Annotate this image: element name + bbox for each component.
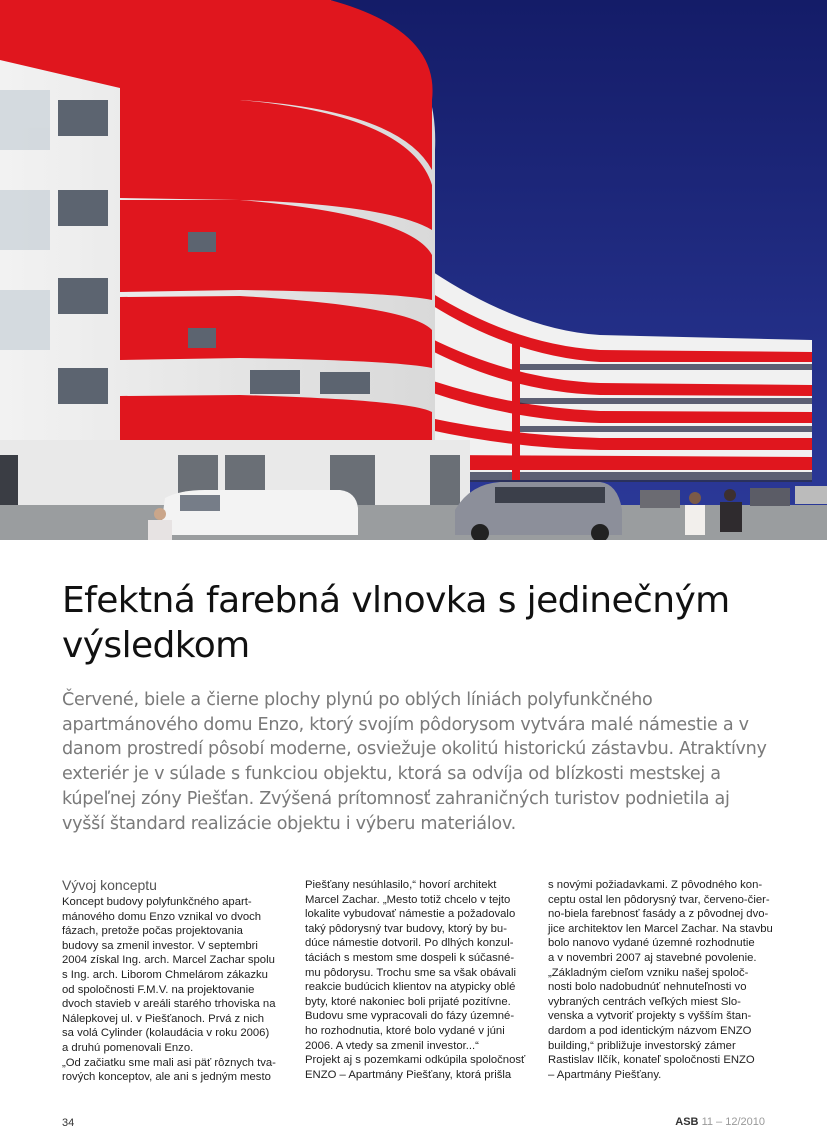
text-line: ceptu ostal len pôdorysný tvar, červeno-čier- bbox=[548, 893, 770, 906]
text-column-2 bbox=[305, 878, 526, 1082]
text-line: – Apartmány Piešťany. bbox=[548, 1068, 662, 1081]
text-line: 2004 získal Ing. arch. Marcel Zachar spolu bbox=[62, 954, 275, 967]
section-heading: Vývoj konceptu bbox=[62, 877, 157, 893]
text-line: „Od začiatku sme mali asi päť rôznych tva- bbox=[62, 1056, 276, 1069]
building-photo bbox=[0, 0, 827, 540]
text-line: ENZO – Apartmány Piešťany, ktorá prišla bbox=[305, 1068, 512, 1081]
text-line: mu pôdorysu. Trochu sme sa však obávali bbox=[305, 966, 516, 979]
page-number: 34 bbox=[62, 1117, 75, 1129]
magazine-name: ASB bbox=[675, 1116, 699, 1128]
text-line: nosti bolo nadobudnúť nehnuteľnosti vo bbox=[548, 981, 747, 994]
article-title: Efektná farebná vlnovka s jedinečným výsledkom bbox=[62, 580, 730, 666]
text-line: ho rozhodnutia, ktoré bolo vydané v júni bbox=[305, 1024, 505, 1037]
text-line: Marcel Zachar. „Mesto totiž chcelo v tejto bbox=[305, 893, 511, 906]
text-line: taký pôdorysný tvar budovy, ktorý by bu- bbox=[305, 922, 507, 935]
text-line: fázach, pretože počas projektovania bbox=[62, 925, 243, 938]
article-lead: Červené, biele a čierne plochy plynú po oblých líniách polyfunkčného apartmánového domu Enzo, ktorý svojím pôdorysom vytvára malé námestie a v danom prostredí pôsobí moderne, osviežuje okolitú historickú zástavbu. Atraktívny exteriér je v súlade s funkciou objektu, ktorá sa odvíja od blízkosti mestskej a kúpeľnej zóny Piešťan. Zvýšená prítomnosť zahraničných turistov podnietila aj vyšší štandard realizácie objektu i výberu materiálov. bbox=[62, 690, 767, 834]
text-line: rových konceptov, ale ani s jedným mesto bbox=[62, 1071, 271, 1084]
text-line: mánového domu Enzo vznikal vo dvoch bbox=[62, 910, 262, 923]
text-line: s Ing. arch. Liborom Chmelárom zákazku bbox=[62, 968, 268, 981]
text-line: od spoločnosti F.M.V. na projektovanie bbox=[62, 983, 255, 996]
text-line: Budovu sme vypracovali do fázy územné- bbox=[305, 1010, 515, 1023]
issue-info bbox=[675, 1116, 765, 1128]
text-line: dúce námestie dotvoril. Po dlhých konzul- bbox=[305, 937, 514, 950]
text-line: bolo nanovo vydané územné rozhodnutie bbox=[548, 937, 755, 950]
text-line: vybraných centrách veľkých miest Slo- bbox=[548, 995, 741, 1008]
text-line: venska a vytvoriť projekty s vyšším štan- bbox=[548, 1010, 752, 1023]
text-line: Nálepkovej ul. v Piešťanoch. Prvá z nich bbox=[62, 1012, 265, 1025]
text-line: a v novembri 2007 aj stavebné povolenie. bbox=[548, 951, 757, 964]
text-line: lokalite vybudovať námestie a požadovalo bbox=[305, 908, 516, 921]
text-line: reakcie budúcich klientov na atypicky oblé bbox=[305, 981, 516, 994]
text-line: jice architektov len Marcel Zachar. Na stavbu bbox=[548, 922, 773, 935]
issue-number: 11 – 12/2010 bbox=[701, 1116, 765, 1128]
text-line: no-biela farebnosť fasády a z pôvodnej dvo- bbox=[548, 908, 769, 921]
text-line: s novými požiadavkami. Z pôvodného kon- bbox=[548, 879, 763, 891]
text-column-3 bbox=[548, 878, 773, 1082]
text-line: sa volá Cylinder (kolaudácia v roku 2006) bbox=[62, 1027, 270, 1040]
text-line: a druhú pomenovali Enzo. bbox=[62, 1041, 194, 1054]
text-line: Projekt aj s pozemkami odkúpila spoločnosť bbox=[305, 1054, 526, 1067]
text-line: „Základným cieľom vzniku našej spoloč- bbox=[548, 966, 749, 979]
text-line: Piešťany nesúhlasilo,“ hovorí architekt bbox=[305, 879, 497, 891]
text-line: building,“ približuje investorský zámer bbox=[548, 1039, 736, 1052]
text-line: táciách s mestom sme dospeli k súčasné- bbox=[305, 951, 515, 964]
text-line: Koncept budovy polyfunkčného apart- bbox=[62, 896, 252, 908]
text-line: dvoch stavieb v areáli starého trhoviska na bbox=[62, 998, 276, 1011]
text-line: byty, ktoré nakoniec boli prijaté pozitívne. bbox=[305, 995, 511, 1008]
text-line: Rastislav Ilčík, konateľ spoločnosti ENZO bbox=[548, 1054, 755, 1067]
text-column-1 bbox=[62, 878, 278, 1085]
text-line: dardom a pod identickým názvom ENZO bbox=[548, 1024, 752, 1037]
text-line: budovy sa zmenil investor. V septembri bbox=[62, 939, 258, 952]
text-line: 2006. A vtedy sa zmenil investor...“ bbox=[305, 1039, 479, 1052]
